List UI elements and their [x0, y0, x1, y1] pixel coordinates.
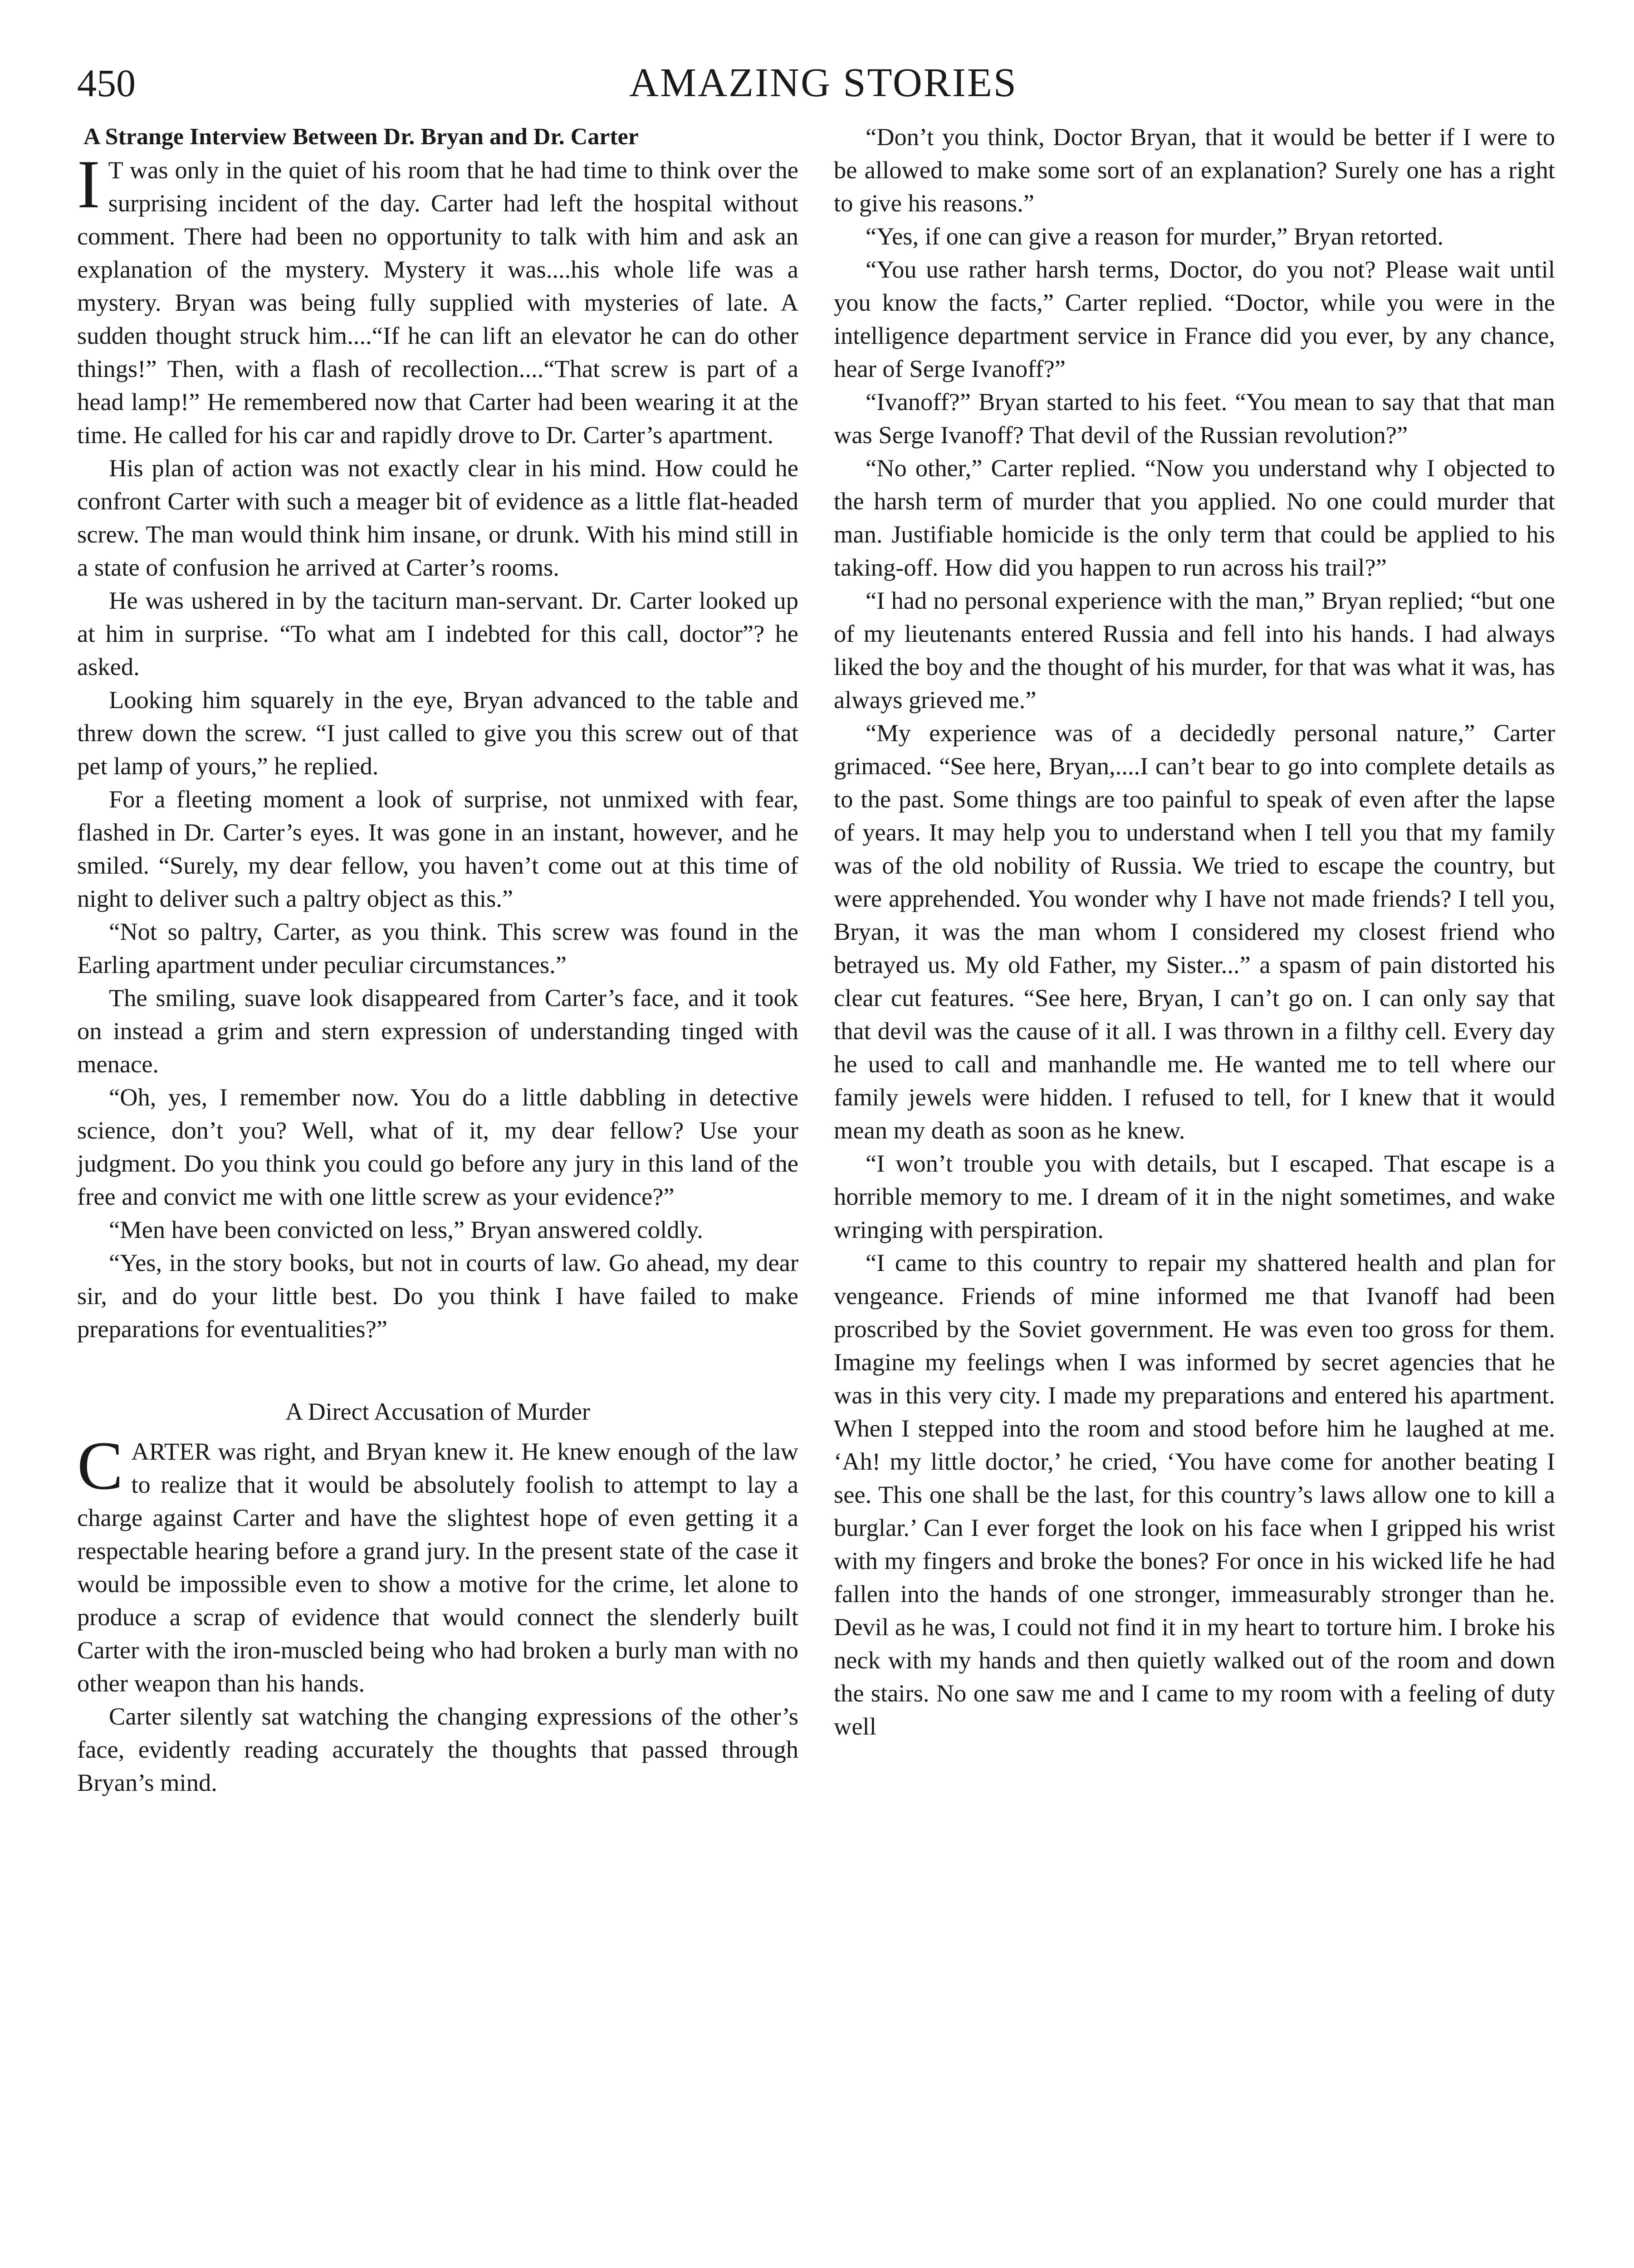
- paragraph-text: T was only in the quiet of his room that he had time to think over the surprising incident of the day. Carter had left the hospital without comment. There had been no opportunity to talk with him and ask an explanation of the mystery. Mystery it was....his whole life was a mystery. Bryan was being fully supplied with mysteries of late. A sudden thought struck him....“If he can lift an elevator he can do other things!” Then, with a flash of recollection....“That screw is part of a head lamp!” He remembered now that Carter had been wearing it at the time. He called for his car and rapidly drove to Dr. Carter’s apartment.: [77, 156, 798, 449]
- paragraph: Carter silently sat watching the changing expressions of the other’s face, evidently reading accurately the thoughts that passed through Bryan’s mind.: [77, 1702, 798, 1796]
- paragraph: He was ushered in by the taciturn man-servant. Dr. Carter looked up at him in surprise. “To what am I indebted for this call, doctor”? he asked.: [77, 587, 798, 680]
- drop-cap: I: [77, 146, 100, 222]
- paragraph: “Not so paltry, Carter, as you think. This screw was found in the Earling apartment under peculiar circumstances.”: [77, 918, 798, 978]
- paragraph: “I came to this country to repair my shattered health and plan for vengeance. Friends of mine informed me that Ivanoff had been proscribed by the Soviet government. He was even too gross for them. Imagine my feelings when I was informed by secret agencies that he was in this very city. I made my preparations and entered his apartment. When I stepped into the room and stood before him he laughed at me. ‘Ah! my little doctor,’ he cried, ‘You have come for another beating I see. This one shall be the last, for this country’s laws allow one to kill a burglar.’ Can I ever forget the look on his face when I gripped his wrist with my fingers and broke the bones? For once in his wicked life he had fallen into the hands of one stronger, immeasurably stronger than he. Devil as he was, I could not find it in my heart to torture him. I broke his neck with my hands and then quietly walked out of the room and down the stairs. No one saw me and I came to my room with a feeling of duty well: [834, 1249, 1555, 1740]
- section-heading-2: A Direct Accusation of Murder: [285, 1398, 590, 1425]
- paragraph: “Don’t you think, Doctor Bryan, that it would be better if I were to be allowed to make some sort of an explanation? Surely one has a right to give his reasons.”: [834, 123, 1555, 217]
- paragraph: His plan of action was not exactly clear in his mind. How could he confront Carter with such a meager bit of evidence as a little flat-headed screw. The man would think him insane, or drunk. With his mind still in a state of confusion he arrived at Carter’s rooms.: [77, 454, 798, 581]
- paragraph: “I won’t trouble you with details, but I escaped. That escape is a horrible memory to me. I dream of it in the night sometimes, and wake wringing with perspiration.: [834, 1149, 1555, 1243]
- section-heading: A Strange Interview Between Dr. Bryan and Dr. Carter: [83, 124, 639, 150]
- paragraph: “I had no personal experience with the man,” Bryan replied; “but one of my lieutenants entered Russia and fell into his hands. I had always liked the boy and the thought of his murder, for that was what it was, has always grieved me.”: [834, 587, 1555, 714]
- paragraph: “Men have been convicted on less,” Bryan answered coldly.: [109, 1216, 704, 1243]
- paragraph: The smiling, suave look disappeared from Carter’s face, and it took on instead a grim and stern expression of understanding tinged with menace.: [77, 984, 798, 1078]
- paragraph: [77, 1427, 798, 1700]
- paragraph-text: ARTER was right, and Bryan knew it. He knew enough of the law to realize that it would be absolutely foolish to attempt to lay a charge against Carter and have the slightest hope of even getting it a respectable hearing before a grand jury. In the present state of the case it would be impossible even to show a motive for the crime, let alone to produce a scrap of evidence that would connect the slenderly built Carter with the iron-muscled being who had broken a burly man with no other weapon than his hands.: [77, 1437, 798, 1697]
- drop-cap: C: [77, 1427, 123, 1504]
- paragraph: [77, 146, 798, 451]
- paragraph: “Oh, yes, I remember now. You do a little dabbling in detective science, don’t you? Well, what of it, my dear fellow? Use your judgment. Do you think you could go before any jury in this land of the free and convict me with one little screw as your evidence?”: [77, 1083, 798, 1210]
- magazine-title: AMAZING STORIES: [629, 60, 1018, 105]
- paragraph: Looking him squarely in the eye, Bryan advanced to the table and threw down the screw. “I just called to give you this screw out of that pet lamp of yours,” he replied.: [77, 686, 798, 780]
- paragraph: “My experience was of a decidedly personal nature,” Carter grimaced. “See here, Bryan,....I can’t bear to go into complete details as to the past. Some things are too painful to speak of even after the lapse of years. It may help you to understand when I tell you that my family was of the old nobility of Russia. We tried to escape the country, but were apprehended. You wonder why I have not made friends? I tell you, Bryan, it was the man whom I considered my closest friend who betrayed us. My old Father, my Sister...” a spasm of pain distorted his clear cut features. “See here, Bryan, I can’t go on. I can only say that that devil was the cause of it all. I was thrown in a filthy cell. Every day he used to call and manhandle me. He wanted me to tell where our family jewels were hidden. I refused to tell, for I knew that it would mean my death as soon as he knew.: [834, 719, 1555, 1144]
- paragraph: “Yes, if one can give a reason for murder,” Bryan retorted.: [866, 222, 1444, 250]
- paragraph: “You use rather harsh terms, Doctor, do you not? Please wait until you know the facts,” Carter replied. “Doctor, while you were in the intelligence department service in France did you ever, by any chance, hear of Serge Ivanoff?”: [834, 255, 1555, 382]
- page-header: [77, 54, 1570, 112]
- paragraph: “Ivanoff?” Bryan started to his feet. “You mean to say that that man was Serge Ivanoff? That devil of the Russian revolution?”: [834, 388, 1555, 449]
- left-column: [77, 120, 798, 1799]
- right-column: [834, 120, 1555, 1743]
- paragraph: “No other,” Carter replied. “Now you understand why I objected to the harsh term of murder that you applied. No one could murder that man. Justifiable homicide is the only term that could be applied to his taking-off. How did you happen to run across his trail?”: [834, 454, 1555, 581]
- paragraph: “Yes, in the story books, but not in courts of law. Go ahead, my dear sir, and do your little best. Do you think I have failed to make preparations for eventualities?”: [77, 1249, 798, 1343]
- page-number: 450: [77, 61, 136, 105]
- paragraph: For a fleeting moment a look of surprise, not unmixed with fear, flashed in Dr. Carter’s eyes. It was gone in an instant, however, and he smiled. “Surely, my dear fellow, you haven’t come out at this time of night to deliver such a paltry object as this.”: [77, 785, 798, 912]
